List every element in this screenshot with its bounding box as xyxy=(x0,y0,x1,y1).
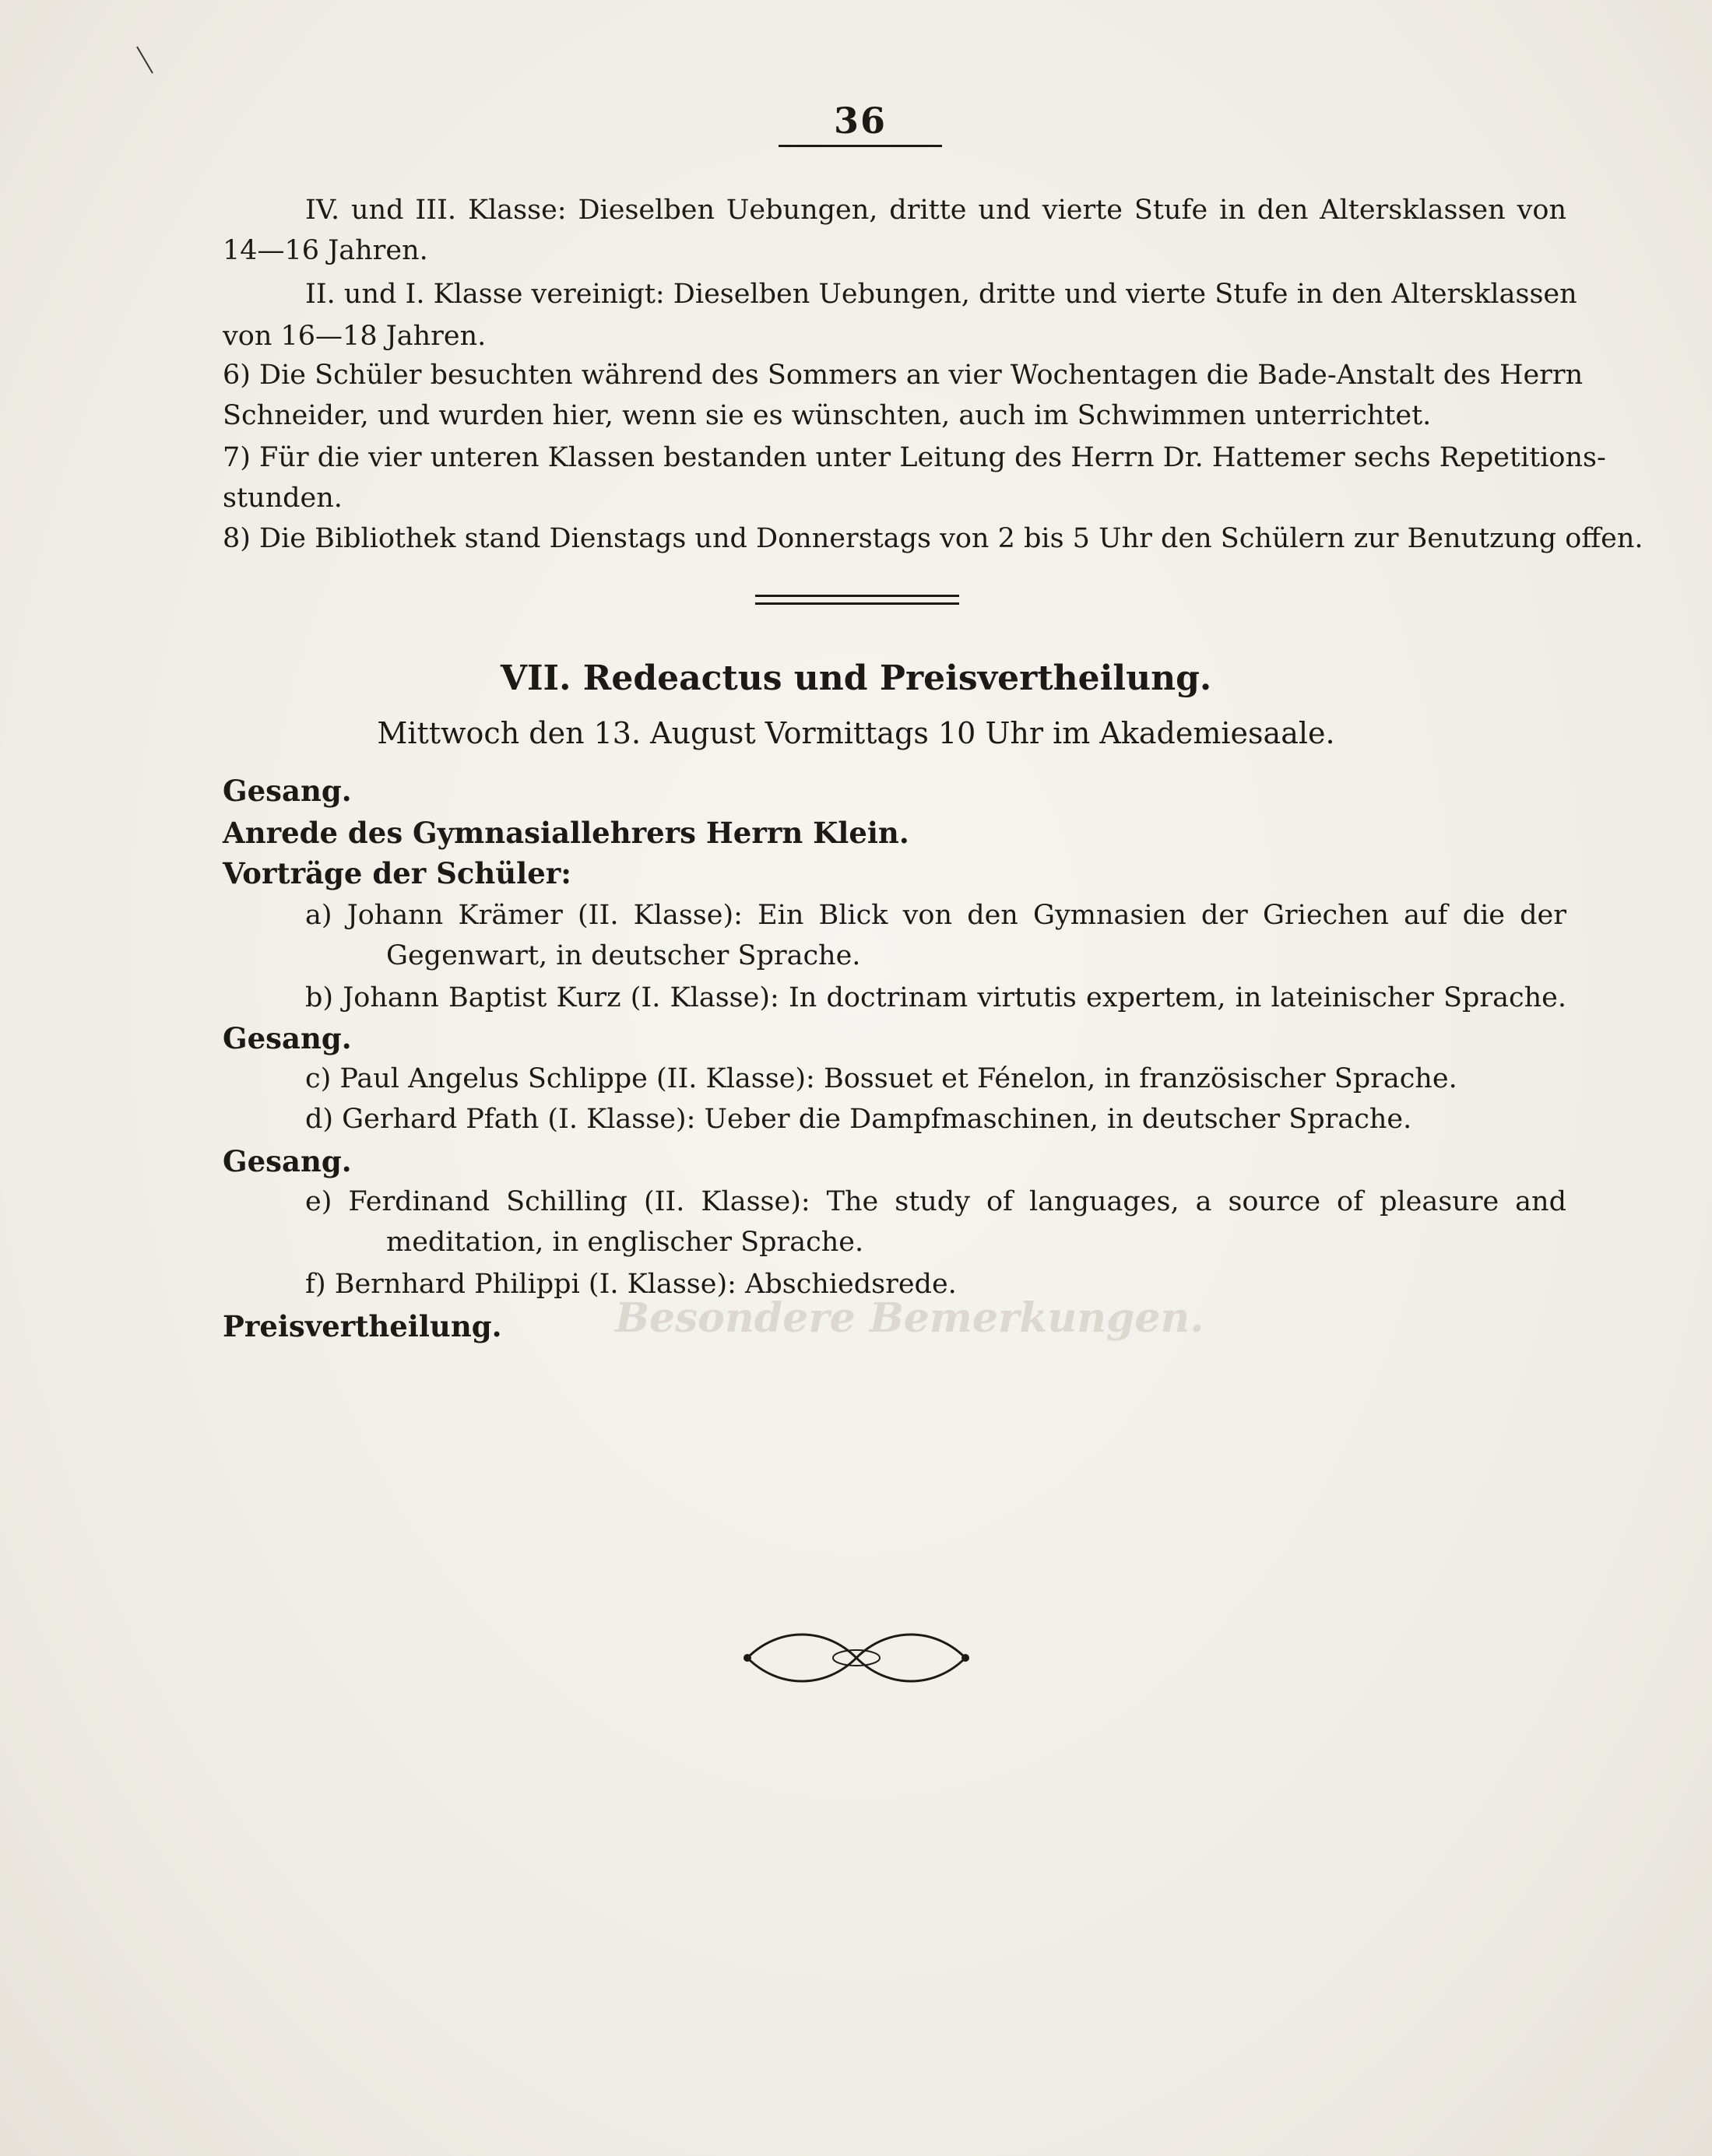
program-item-a-line-2: Gegenwart, in deutscher Sprache. xyxy=(386,940,861,971)
program-gesang-2: Gesang. xyxy=(223,1021,352,1055)
intro-line-1: IV. und III. Klasse: Dieselben Uebungen, dritte und vierte Stufe in den Altersklassen von xyxy=(305,195,1566,226)
program-vortraege: Vorträge der Schüler: xyxy=(223,856,571,890)
section-subtitle: Mittwoch den 13. August Vormittags 10 Uhr im Akademiesaale. xyxy=(377,716,1335,750)
program-item-d: d) Gerhard Pfath (I. Klasse): Ueber die Dampfmaschinen, in deutscher Sprache. xyxy=(305,1104,1412,1135)
ornament-flourish xyxy=(732,1623,981,1693)
program-item-f: f) Bernhard Philippi (I. Klasse): Abschiedsrede. xyxy=(305,1269,957,1300)
program-item-a-line-1: a) Johann Krämer (II. Klasse): Ein Blick von den Gymnasien der Griechen auf die der xyxy=(305,900,1566,931)
bleed-through-heading: Besondere Bemerkungen. xyxy=(615,1294,1204,1342)
program-anrede: Anrede des Gymnasiallehrers Herrn Klein. xyxy=(223,816,909,850)
intro-line-6: Schneider, und wurden hier, wenn sie es wünschten, auch im Schwimmen unterrichtet. xyxy=(223,400,1432,431)
program-item-c: c) Paul Angelus Schlippe (II. Klasse): Bossuet et Fénelon, in französischer Sprache. xyxy=(305,1063,1457,1094)
section-title: VII. Redeactus und Preisvertheilung. xyxy=(500,658,1212,698)
program-gesang-1: Gesang. xyxy=(223,774,352,808)
divider-rule-bottom xyxy=(755,602,959,605)
intro-line-4: von 16—18 Jahren. xyxy=(223,321,487,352)
program-preisvertheilung: Preisvertheilung. xyxy=(223,1309,502,1343)
program-item-b: b) Johann Baptist Kurz (I. Klasse): In doctrinam virtutis expertem, in lateinischer Sprache. xyxy=(305,982,1566,1013)
stray-pen-mark xyxy=(134,45,157,76)
intro-line-5: 6) Die Schüler besuchten während des Sommers an vier Wochentagen die Bade-Anstalt des Herrn xyxy=(223,360,1584,391)
intro-line-7: 7) Für die vier unteren Klassen bestanden unter Leitung des Herrn Dr. Hattemer sechs Repetitions- xyxy=(223,442,1606,473)
program-item-e-line-2: meditation, in englischer Sprache. xyxy=(386,1227,864,1258)
divider-rule-top xyxy=(755,595,959,597)
intro-line-8: stunden. xyxy=(223,483,343,514)
intro-line-9: 8) Die Bibliothek stand Dienstags und Donnerstags von 2 bis 5 Uhr den Schülern zur Benutzung offen. xyxy=(223,523,1643,554)
program-gesang-3: Gesang. xyxy=(223,1144,352,1178)
intro-line-3: II. und I. Klasse vereinigt: Dieselben Uebungen, dritte und vierte Stufe in den Altersklassen xyxy=(305,279,1577,310)
program-item-e-line-1: e) Ferdinand Schilling (II. Klasse): The study of languages, a source of pleasure and xyxy=(305,1186,1566,1217)
page-number: 36 xyxy=(779,100,942,147)
intro-line-2: 14—16 Jahren. xyxy=(223,235,428,266)
